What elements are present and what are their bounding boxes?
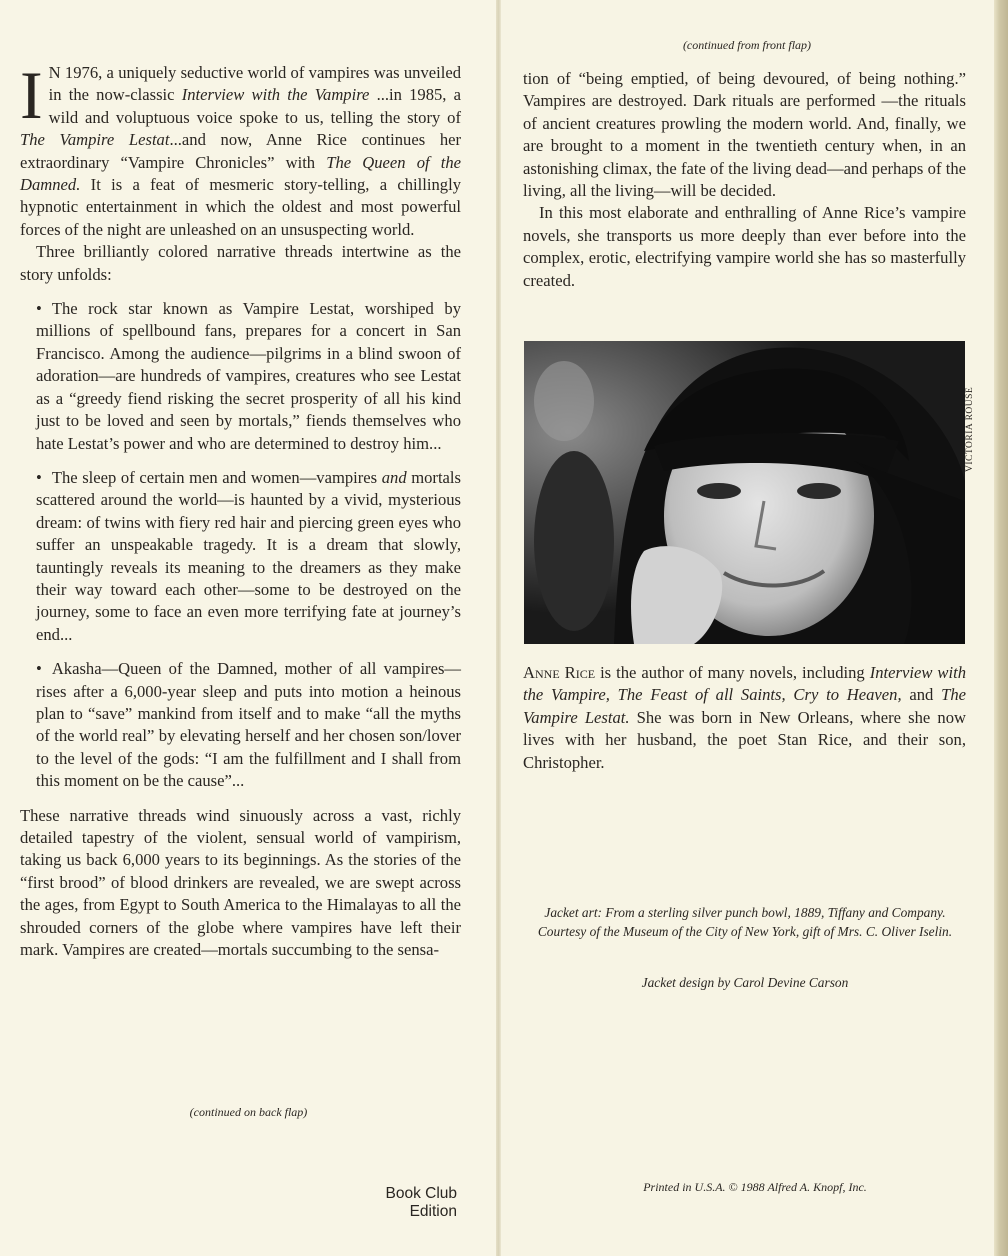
bullet-icon: • bbox=[36, 659, 42, 679]
bullet-akasha-text: Akasha—Queen of the Damned, mother of all vampires—rises after a 6,000-year sleep and puts into motion a heinous plan to “save” mankind from itself and to make “all the myths of the world real” by elevating herself and her chosen son/lover to the level of the gods: “I am the fulfillment and I shall from this moment on be the cause”... bbox=[36, 659, 461, 791]
author-titles: Interview with the Vampire, The Feast of all Saints, Cry to Heaven, bbox=[523, 663, 966, 705]
continued-on-back-flap: (continued on back flap) bbox=[189, 1105, 308, 1119]
bullet-dream-text-a: The sleep of certain men and women—vampires bbox=[51, 467, 382, 487]
photo-credit: VICTORIA ROUSE bbox=[965, 386, 975, 472]
bullet-dream-emphasis: and bbox=[381, 467, 407, 487]
intro-text-3: ...and now, Anne Rice continues her extraordinary “Vampire Chronicles” with bbox=[20, 130, 462, 172]
book-club-edition bbox=[340, 1185, 457, 1221]
book-club-line-1: Book Club bbox=[385, 1185, 457, 1202]
author-text-2: and bbox=[901, 685, 942, 705]
bullet-icon: • bbox=[36, 467, 42, 487]
bullet-dream-text-b: mortals scattered around the world—is haunted by a vivid, mysterious dream: of twins with fiery red hair and piercing green eyes who suffer an unspeakable tragedy. It is a dream that slowly, tauntingly reveals its meaning to the dreamers as they make their way toward each other—some to be destroyed on the journey, some to face an even more terrifying fate at journey’s end... bbox=[36, 467, 461, 644]
author-portrait-image bbox=[524, 341, 965, 644]
author-name: Anne Rice bbox=[523, 663, 596, 682]
drop-cap: I bbox=[20, 57, 43, 133]
bullet-lestat-text: The rock star known as Vampire Lestat, worshiped by millions of spellbound fans, prepares for a concert in San Francisco. Among the audience—pilgrims in a blind swoon of adoration—are hundreds of vampires, creatures who see Lestat as a “greedy fiend risking the secret prosperity of all his kind just to be loved and seen by mortals,” fiends themselves who hate Lestat’s power and who are determined to destroy him... bbox=[36, 299, 461, 453]
intro-text-2: ...in 1985, a wild and voluptuous voice spoke to us, telling the story of bbox=[48, 85, 461, 127]
intro-text-4: It is a feat of mesmeric story-telling, a chillingly hypnotic entertainment in which the oldest and most powerful forces of the night are unleashed on an unsuspecting world. bbox=[20, 175, 461, 239]
front-flap-text bbox=[20, 57, 462, 961]
bullet-akasha bbox=[20, 658, 461, 792]
bullet-lestat bbox=[20, 298, 461, 455]
printed-notice: Printed in U.S.A. © 1988 Alfred A. Knopf, Inc. bbox=[643, 1180, 867, 1194]
author-text-3: She was born in New Orleans, where she now lives with her husband, the poet Stan Rice, and their son, Christopher. bbox=[523, 707, 966, 772]
jacket-design-credit: Jacket design by Carol Devine Carson bbox=[641, 975, 849, 990]
back-flap-text bbox=[523, 68, 966, 292]
closing-paragraph: These narrative threads wind sinuously across a vast, richly detailed tapestry of the violent, sensual world of vampirism, taking us back 6,000 years to its beginnings. As the stories of the “first brood” of blood drinkers are revealed, we are swept across the ages, from Egypt to South America to the Himalayas to all the shrouded corners of the globe where vampires have left their mark. Vampires are created—mortals succumbing to the sensa- bbox=[20, 805, 461, 960]
intro-paragraph bbox=[20, 57, 462, 241]
author-title-last: The Vampire Lestat. bbox=[523, 685, 966, 727]
book-club-line-2: Edition bbox=[409, 1203, 457, 1220]
title-queen: The Queen of the Damned. bbox=[20, 152, 461, 195]
continued-from-front-flap: (continued from front flap) bbox=[682, 38, 812, 52]
author-text-1: is the author of many novels, including bbox=[595, 663, 870, 682]
author-photo bbox=[524, 341, 965, 644]
jacket-art-credit: Jacket art: From a sterling silver punch bowl, 1889, Tiffany and Company. Courtesy of the Museum of the City of New York, gift of Mrs. C. Oliver Iselin. bbox=[537, 905, 953, 939]
threads-intro: Three brilliantly colored narrative threads intertwine as the story unfolds: bbox=[20, 242, 461, 284]
bullet-icon: • bbox=[36, 299, 42, 319]
title-lestat: The Vampire Lestat bbox=[20, 130, 170, 150]
author-bio bbox=[523, 662, 966, 774]
title-interview: Interview with the Vampire bbox=[181, 85, 370, 105]
flap-fold bbox=[496, 0, 501, 1256]
intro-text-1: N 1976, a uniquely seductive world of vampires was unveiled in the now-classic bbox=[48, 63, 461, 105]
jacket-edge bbox=[994, 0, 1008, 1256]
back-paragraph-2: In this most elaborate and enthralling of Anne Rice’s vampire novels, she transports us more deeply than ever before into the complex, erotic, electrifying vampire world she has so masterfully created. bbox=[523, 203, 966, 290]
bullet-dream bbox=[20, 467, 461, 646]
back-paragraph-1: tion of “being emptied, of being devoured, of being nothing.” Vampires are destroyed. Dark rituals are performed —the rituals of ancient creatures prowling the modern world. And, finally, we are brought to a moment in the twentieth century when, in an astonishing climax, the fate of the living dead—and perhaps of the living, all the living—will be decided. bbox=[523, 69, 966, 201]
